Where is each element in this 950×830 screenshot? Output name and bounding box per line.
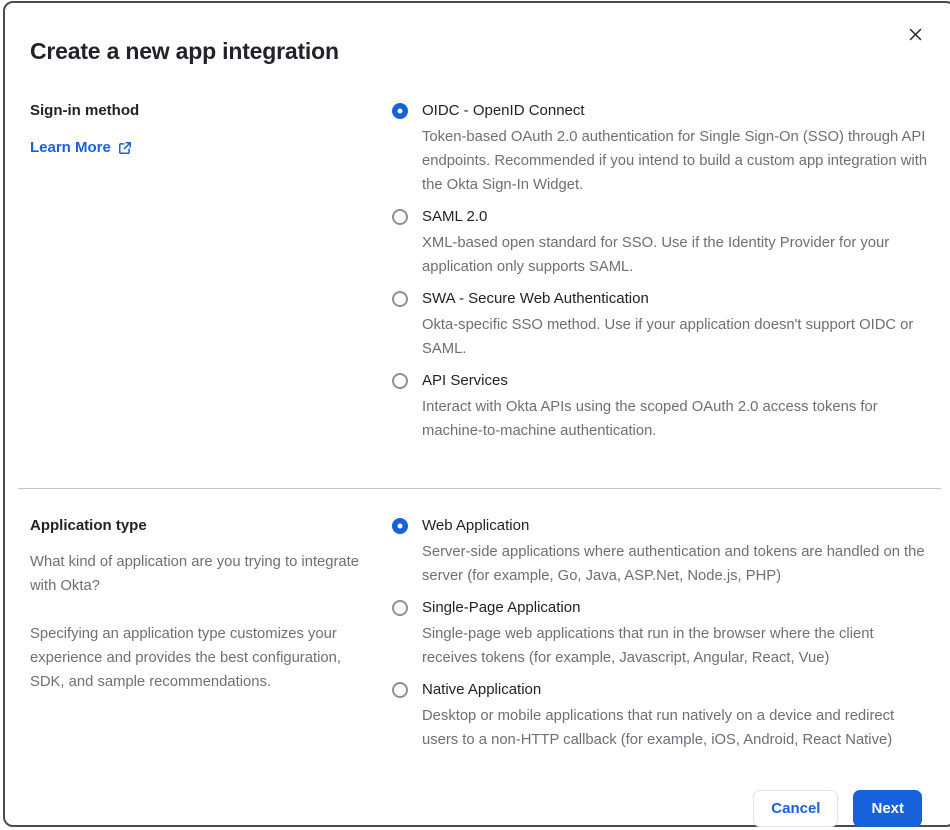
radio-option-description: Single-page web applications that run in the browser where the client receives tokens (for example, Javascript, Angular, React, Vue) — [422, 626, 874, 666]
radio-option-label: SAML 2.0 — [422, 208, 488, 225]
cancel-button[interactable]: Cancel — [753, 790, 838, 827]
radio-option-oidc[interactable] — [392, 99, 928, 197]
radio-option-web[interactable] — [392, 514, 928, 588]
external-link-icon — [118, 141, 132, 155]
close-icon — [908, 27, 923, 42]
radio-option-label: Native Application — [422, 681, 542, 698]
radio-option-description: Server-side applications where authentication and tokens are handled on the server (for example, Go, Java, ASP.Net, Node.js, PHP) — [422, 544, 925, 584]
application-type-label: Application type — [30, 517, 147, 534]
radio-button[interactable] — [392, 103, 408, 119]
radio-option-native[interactable] — [392, 678, 928, 752]
application-type-question: What kind of application are you trying to integrate with Okta? — [30, 554, 360, 594]
sign-in-method-label: Sign-in method — [30, 102, 140, 119]
learn-more-link[interactable] — [30, 139, 132, 156]
radio-button[interactable] — [392, 373, 408, 389]
radio-option-spa[interactable] — [392, 596, 928, 670]
create-app-integration-modal — [3, 1, 950, 827]
radio-option-description: Okta-specific SSO method. Use if your application doesn't support OIDC or SAML. — [422, 317, 914, 357]
modal-title: Create a new app integration — [30, 38, 339, 64]
next-button[interactable]: Next — [853, 790, 922, 827]
radio-button[interactable] — [392, 518, 408, 534]
learn-more-label: Learn More — [30, 139, 111, 156]
sign-in-method-section — [30, 99, 928, 451]
radio-option-label: API Services — [422, 372, 508, 389]
radio-option-label: Web Application — [422, 517, 530, 534]
radio-button[interactable] — [392, 600, 408, 616]
radio-option-api-services[interactable] — [392, 369, 928, 443]
radio-option-description: Token-based OAuth 2.0 authentication for Single Sign-On (SSO) through API endpoints. Recommended if you intend to build a custom app integration with the Okta Sign-In Widget. — [422, 129, 928, 193]
radio-option-label: SWA - Secure Web Authentication — [422, 290, 649, 307]
radio-option-swa[interactable] — [392, 287, 928, 361]
radio-button[interactable] — [392, 682, 408, 698]
radio-button[interactable] — [392, 291, 408, 307]
radio-option-label: Single-Page Application — [422, 599, 581, 616]
radio-option-description: Desktop or mobile applications that run natively on a device and redirect users to a non-HTTP callback (for example, iOS, Android, React Native) — [422, 708, 895, 748]
radio-option-description: Interact with Okta APIs using the scoped OAuth 2.0 access tokens for machine-to-machine authentication. — [422, 399, 878, 439]
application-type-options — [392, 514, 928, 760]
section-divider — [18, 488, 941, 489]
close-button[interactable] — [905, 24, 925, 44]
sign-in-method-options — [392, 99, 928, 451]
modal-footer — [30, 790, 928, 827]
application-type-section — [30, 514, 928, 760]
radio-option-description: XML-based open standard for SSO. Use if the Identity Provider for your application only supports SAML. — [422, 235, 890, 275]
radio-option-saml[interactable] — [392, 205, 928, 279]
radio-button[interactable] — [392, 209, 408, 225]
radio-option-label: OIDC - OpenID Connect — [422, 102, 585, 119]
application-type-explanation: Specifying an application type customizes your experience and provides the best configuration, SDK, and sample recommendations. — [30, 626, 341, 690]
